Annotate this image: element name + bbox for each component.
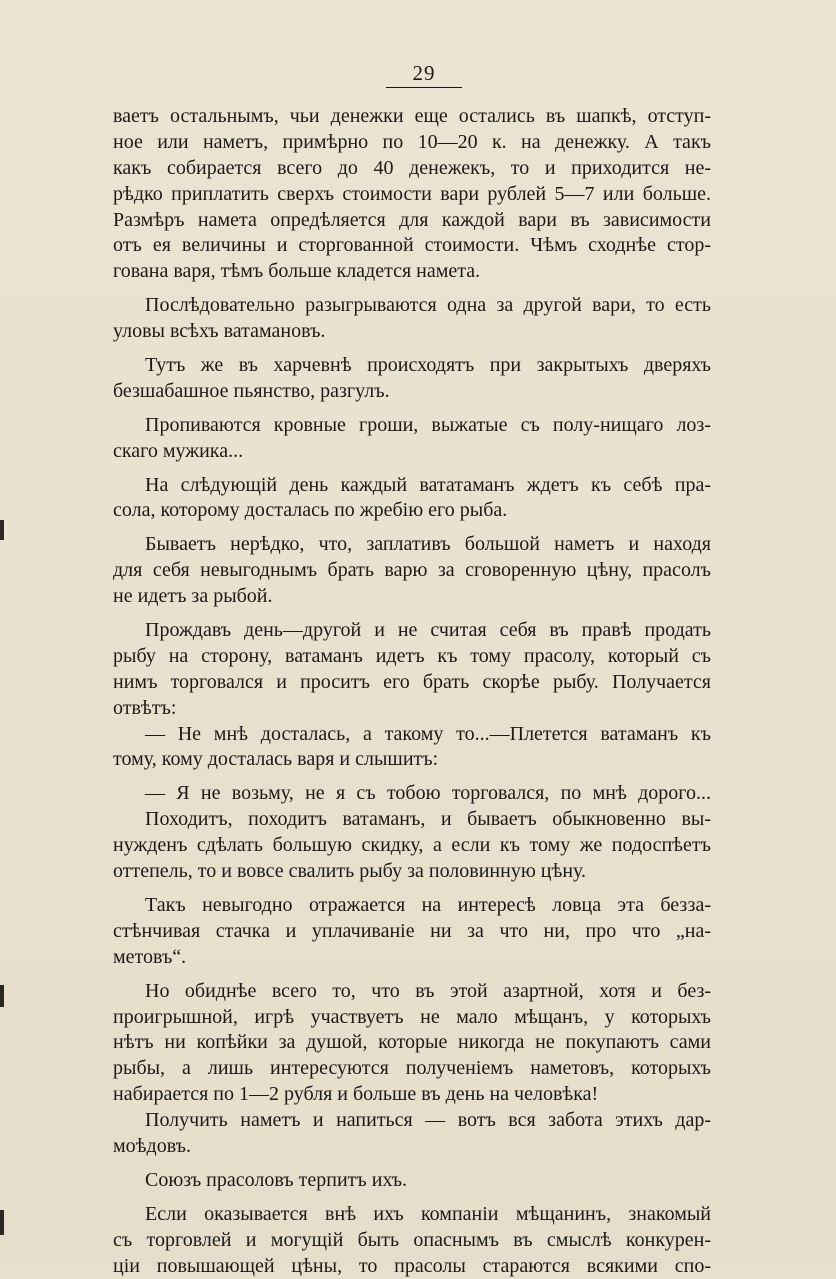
text-line: — Не мнѣ досталась, а такому то...—Плетется ватаманъ къ [145,722,711,745]
text-line: ваетъ остальнымъ, чьи денежки еще остались въ шапкѣ, отступ- [113,105,711,127]
text-line: не идетъ за рыбой. [113,585,273,608]
text-line: стѣнчивая стачка и уплачиваніе ни за что ни, про что „на- [113,919,711,942]
page-edge-mark [0,985,4,1007]
text-line: отвѣтъ: [113,696,177,719]
body-text [113,104,711,1279]
text-line: Походитъ, походитъ ватаманъ, и бываетъ обыкновенно вы- [145,808,711,831]
text-line: Бываетъ нерѣдко, что, заплативъ большой наметъ и находя [145,533,711,556]
header-rule [386,87,462,88]
text-line: отъ ея величины и сторгованной стоимости. Чѣмъ сходнѣе стор- [113,234,711,257]
text-line: нужденъ сдѣлать большую скидку, а если къ тому же подоспѣетъ [113,834,711,857]
text-line: рыбу на сторону, ватаманъ идетъ къ тому прасолу, который съ [113,644,711,667]
text-line: какъ собирается всего до 40 денежекъ, то и приходится не- [113,156,711,179]
page-header [386,61,462,88]
text-line: Пропиваются кровные гроши, выжатые съ полу-нищаго лоз- [145,413,711,436]
text-line: ное или наметъ, примѣрно по 10—20 к. на денежку. А такъ [113,130,711,153]
text-line: уловы всѣхъ ватамановъ. [113,320,326,343]
text-line: безшабашное пьянство, разгулъ. [113,379,390,402]
text-line: моѣдовъ. [113,1134,191,1157]
text-line: проигрышной, игрѣ участвуетъ не мало мѣщанъ, у которыхъ [113,1005,711,1028]
text-line: нимъ торговался и проситъ его брать скорѣе рыбу. Получается [113,670,711,693]
text-line: Такъ невыгодно отражается на интересѣ ловца эта безза- [145,893,711,916]
text-line: скаго мужика... [113,439,244,462]
text-line: метовъ“. [113,945,187,968]
text-line: для себя невыгоднымъ брать варю за сговоренную цѣну, прасолъ [113,559,711,582]
text-line: Получить наметъ и напиться — вотъ вся забота этихъ дар- [145,1109,711,1132]
text-line: Прождавъ день—другой и не считая себя въ правѣ продать [145,619,711,642]
text-line: Если оказывается внѣ ихъ компаніи мѣщанинъ, знакомый [145,1202,711,1225]
text-line: рыбы, а лишь интересуются полученіемъ наметовъ, которыхъ [113,1057,711,1080]
text-line: гована варя, тѣмъ больше кладется намета. [113,260,481,283]
text-line: ціи повышающей цѣны, то прасолы стараются всякими спо- [113,1254,711,1277]
text-line: рѣдко приплатить сверхъ стоимости вари рублей 5—7 или больше. [113,182,711,205]
text-line: На слѣдующій день каждый вататаманъ ждетъ къ себѣ пра- [145,473,711,496]
text-line: Тутъ же въ харчевнѣ происходятъ при закрытыхъ дверяхъ [145,354,711,377]
text-line: набирается по 1—2 рубля и больше въ день на человѣка! [113,1083,599,1106]
text-line: тому, кому досталась варя и слышитъ: [113,748,439,771]
page-number: 29 [412,61,436,85]
text-line: оттепель, то и вовсе свалить рыбу за половинную цѣну. [113,860,587,883]
text-line: Послѣдовательно разыгрываются одна за другой вари, то есть [145,294,711,317]
text-line: Союзъ прасоловъ терпитъ ихъ. [145,1168,408,1191]
text-line: — Я не возьму, не я съ тобою торговался, по мнѣ дорого... [145,782,711,805]
text-line: съ торговлей и могущій быть опаснымъ въ смыслѣ конкурен- [113,1228,711,1251]
text-line: сола, которому досталась по жребію его рыба. [113,499,508,522]
page-edge-mark [0,520,4,540]
page-edge-mark [0,1210,4,1235]
text-line: Размѣръ намета опредѣляется для каждой вари въ зависимости [113,208,711,231]
text-line: Но обиднѣе всего то, что въ этой азартной, хотя и без- [145,979,711,1002]
text-line: нѣтъ ни копѣйки за душой, которые никогда не покупаютъ сами [113,1031,711,1054]
